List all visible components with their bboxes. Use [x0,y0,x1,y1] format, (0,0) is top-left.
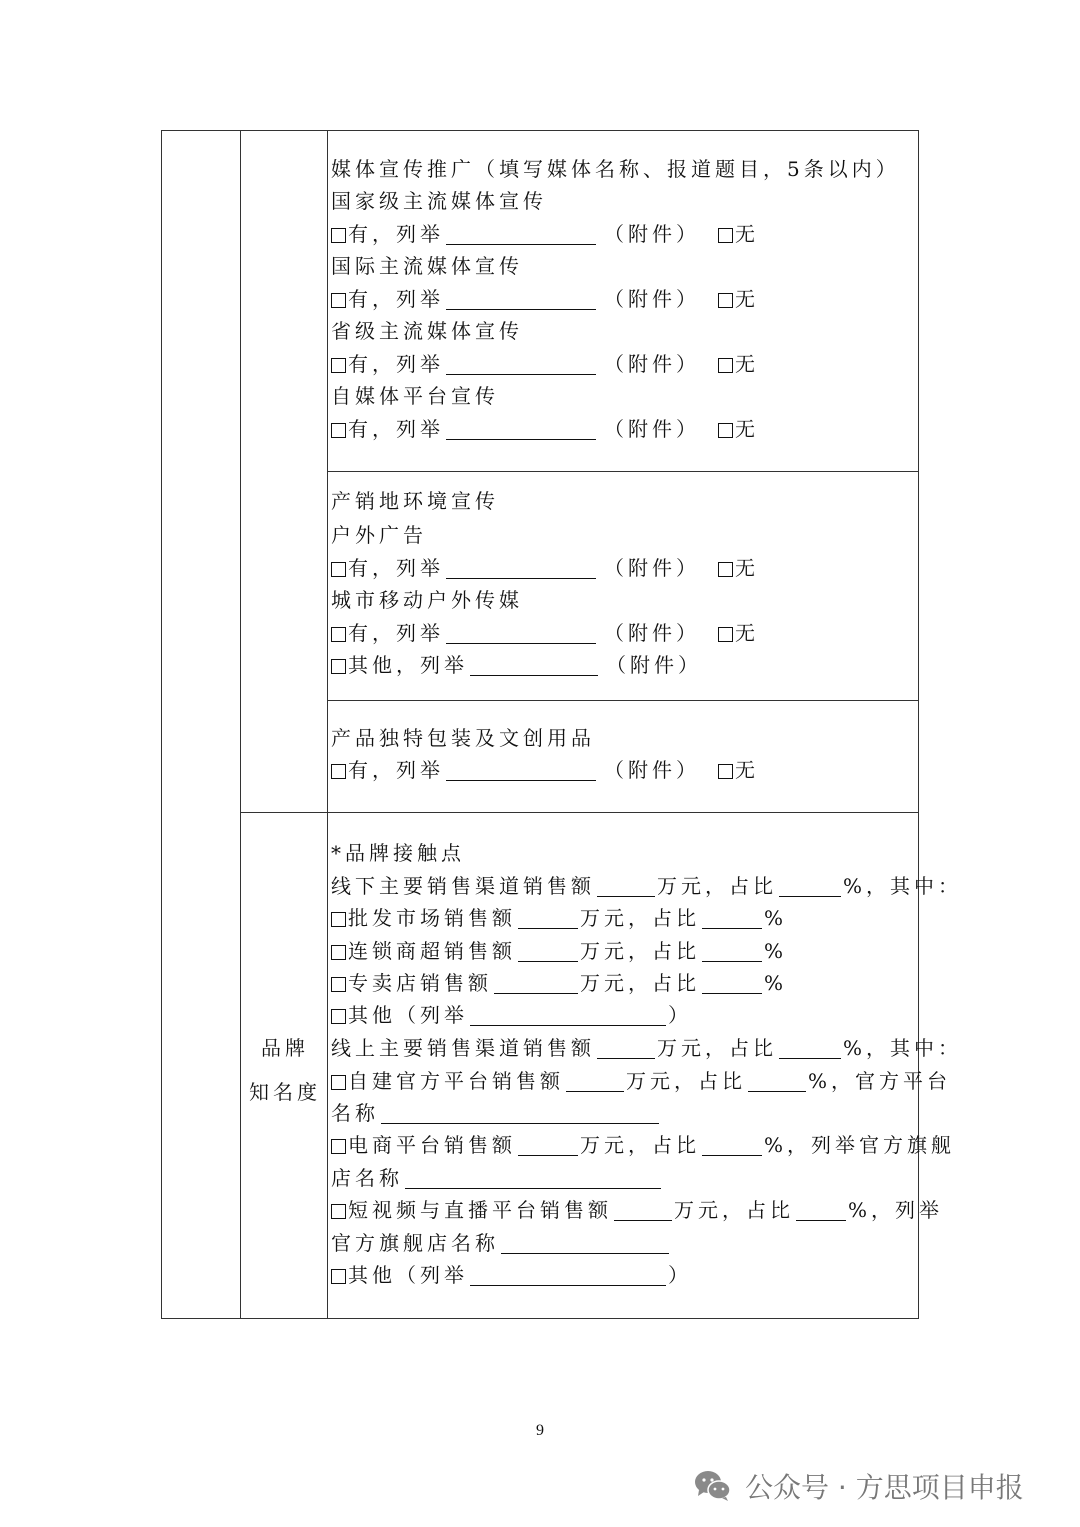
checkbox-yes[interactable] [331,562,346,577]
self-built-platform-row: 自建官方平台销售额 万元，占比 %，官方平台 [331,1065,951,1097]
fill-blank[interactable] [614,1198,672,1221]
fill-blank[interactable] [470,653,598,676]
fill-blank[interactable] [702,906,762,929]
option-row: 有，列举 （附件） 无 [331,754,759,786]
short-video-row: 短视频与直播平台销售额 万元，占比 %，列举 [331,1194,943,1226]
online-other-row: 其他（列举 ） [331,1259,692,1291]
checkbox-no[interactable] [718,358,733,373]
fill-blank[interactable] [446,222,596,245]
option-row: 有，列举 （附件） 无 [331,617,759,649]
page-number: 9 [536,1422,544,1439]
side-label-awareness: 知名度 [249,1080,321,1104]
table-column-divider [327,131,328,1318]
option-row: 有，列举 （附件） 无 [331,283,759,315]
watermark [693,1464,1024,1508]
checkbox-yes[interactable] [331,228,346,243]
fill-blank[interactable] [779,874,841,897]
fill-blank[interactable] [518,1133,578,1156]
option-row-other: 其他，列举 （附件） [331,649,702,681]
checkbox-yes[interactable] [331,627,346,642]
section-title-environment-promotion: 产销地环境宣传 [331,489,499,513]
field-label: 城市移动户外传媒 [331,588,523,612]
fill-blank[interactable] [597,874,655,897]
field-label: 自媒体平台宣传 [331,384,499,408]
fill-blank[interactable] [446,352,596,375]
fill-blank[interactable] [446,417,596,440]
ecommerce-row: 电商平台销售额 万元，占比 %，列举官方旗舰 [331,1129,955,1161]
option-row: 有，列举 （附件） 无 [331,218,759,250]
table-row-divider [327,471,918,472]
checkbox-yes[interactable] [331,358,346,373]
fill-blank[interactable] [702,939,762,962]
fill-blank[interactable] [446,556,596,579]
checkbox-short-video[interactable] [331,1204,346,1219]
table-row-divider [327,700,918,701]
checkbox-no[interactable] [718,293,733,308]
checkbox-other[interactable] [331,659,346,674]
fill-blank[interactable] [518,906,578,929]
field-label: 国家级主流媒体宣传 [331,189,547,213]
offline-other-row: 其他（列举 ） [331,999,692,1031]
fill-blank[interactable] [470,1003,666,1026]
fill-blank[interactable] [748,1069,806,1092]
checkbox-yes[interactable] [331,764,346,779]
checkbox-chain[interactable] [331,945,346,960]
offline-sales-row: 线下主要销售渠道销售额 万元，占比 %，其中： [331,874,963,898]
option-row: 有，列举 （附件） 无 [331,413,759,445]
fill-blank[interactable] [796,1198,846,1221]
section-title-packaging: 产品独特包装及文创用品 [331,726,595,750]
checkbox-yes[interactable] [331,293,346,308]
field-label: 国际主流媒体宣传 [331,254,523,278]
table-row-divider [240,812,918,813]
fill-blank[interactable] [494,971,578,994]
wholesale-row: 批发市场销售额 万元，占比 % [331,902,787,934]
fill-blank[interactable] [470,1263,666,1286]
chain-store-row: 连锁商超销售额 万元，占比 % [331,935,787,967]
fill-blank[interactable] [597,1036,655,1059]
checkbox-specialty[interactable] [331,977,346,992]
option-row: 有，列举 （附件） 无 [331,348,759,380]
fill-blank[interactable] [446,758,596,781]
fill-blank[interactable] [566,1069,624,1092]
checkbox-no[interactable] [718,423,733,438]
checkbox-offline-other[interactable] [331,1009,346,1024]
fill-blank[interactable] [501,1231,669,1254]
platform-name-row: 名称 [331,1097,661,1129]
checkbox-wholesale[interactable] [331,912,346,927]
online-sales-row: 线上主要销售渠道销售额 万元，占比 %，其中： [331,1036,963,1060]
option-row: 有，列举 （附件） 无 [331,552,759,584]
fill-blank[interactable] [779,1036,841,1059]
flagship-store-name-row: 官方旗舰店名称 [331,1227,671,1259]
checkbox-no[interactable] [718,627,733,642]
field-label: 省级主流媒体宣传 [331,319,523,343]
fill-blank[interactable] [446,287,596,310]
checkbox-no[interactable] [718,228,733,243]
wechat-icon [693,1469,733,1503]
side-label-brand: 品牌 [261,1036,309,1060]
checkbox-yes[interactable] [331,423,346,438]
watermark-text: 公众号 · 方思项目申报 [745,1471,1024,1504]
specialty-store-row: 专卖店销售额 万元，占比 % [331,967,787,999]
fill-blank[interactable] [446,621,596,644]
fill-blank[interactable] [702,971,762,994]
checkbox-online-other[interactable] [331,1269,346,1284]
fill-blank[interactable] [381,1101,659,1124]
section-title-brand-touchpoints: *品牌接触点 [331,841,465,865]
checkbox-no[interactable] [718,764,733,779]
fill-blank[interactable] [518,939,578,962]
field-label: 户外广告 [331,523,427,547]
application-form-table [161,130,963,1319]
checkbox-no[interactable] [718,562,733,577]
table-column-divider [240,131,241,1318]
section-title-media-promotion: 媒体宣传推广（填写媒体名称、报道题目，5条以内） [331,157,900,181]
checkbox-ecommerce[interactable] [331,1139,346,1154]
store-name-row: 店名称 [331,1162,663,1194]
checkbox-self-built[interactable] [331,1075,346,1090]
fill-blank[interactable] [405,1166,661,1189]
fill-blank[interactable] [702,1133,762,1156]
